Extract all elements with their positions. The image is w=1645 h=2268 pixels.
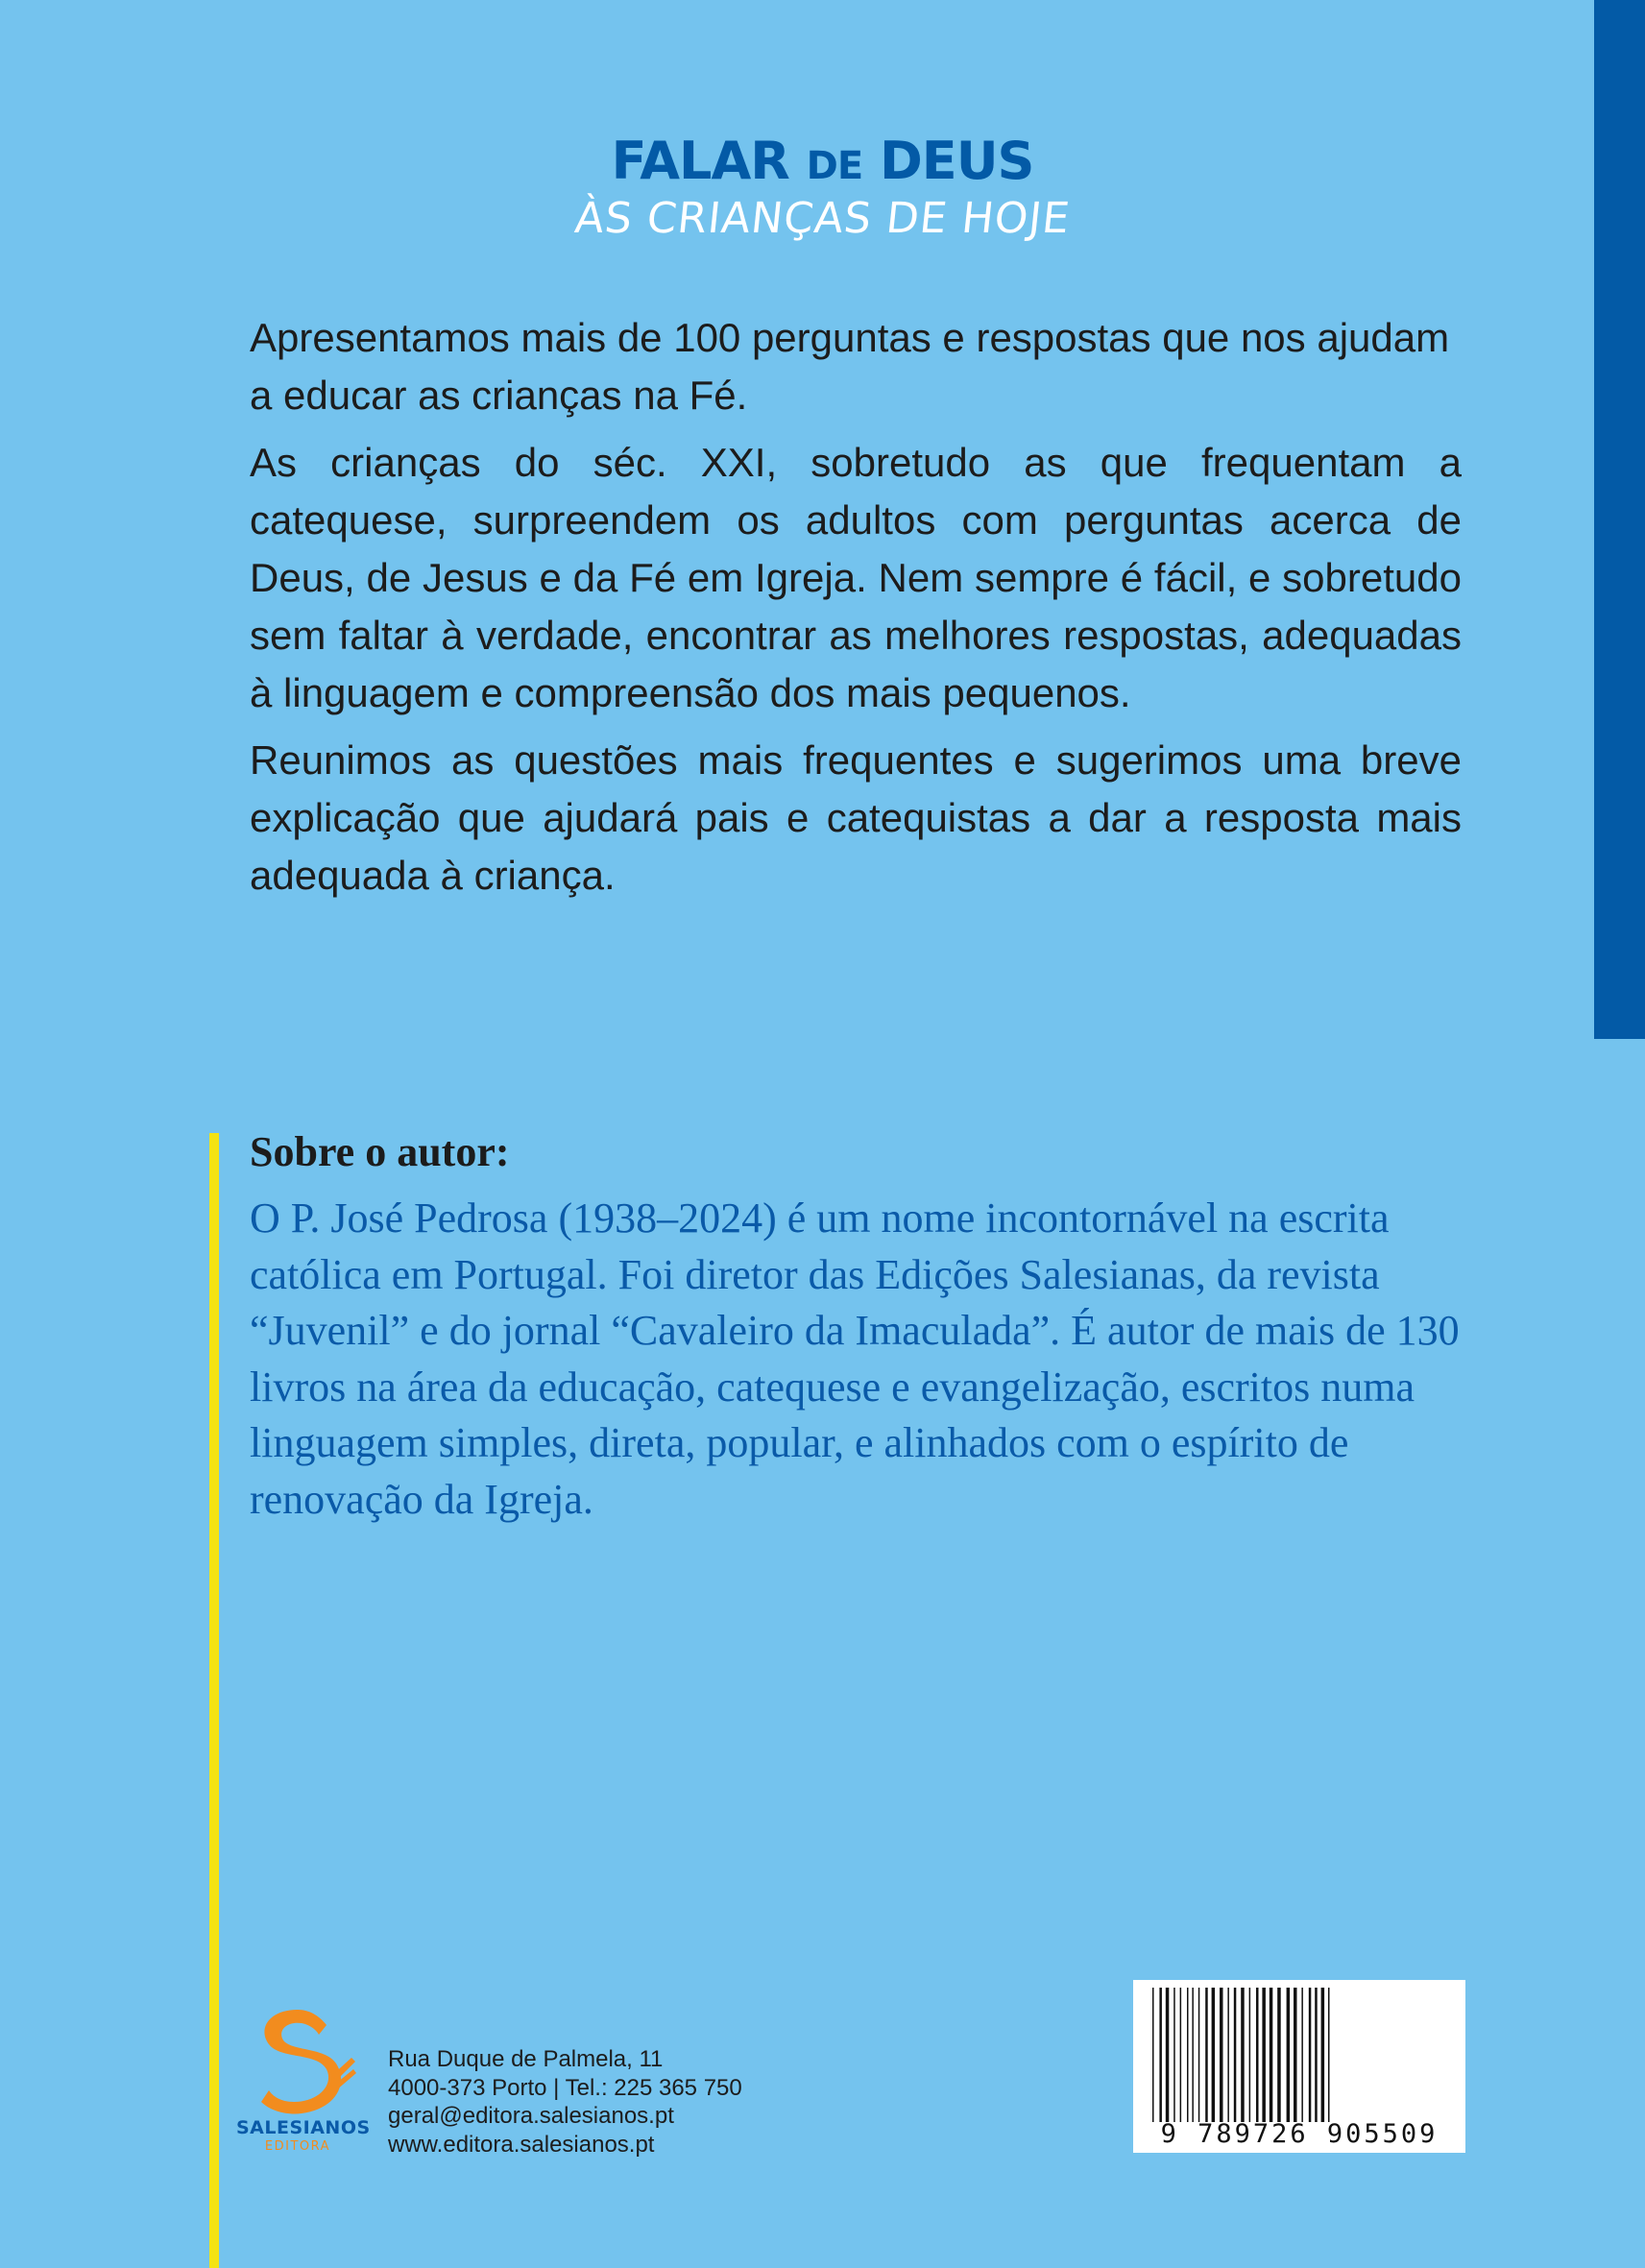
title-main: FALAR DE DEUS [611,131,1034,191]
barcode-bars-icon [1133,1980,1465,2124]
email-link[interactable]: geral@editora.salesianos.pt [388,2103,674,2129]
intro-paragraph: As crianças do séc. XXI, sobretudo as que frequentam a catequese, surpreendem os adultos com perguntas acerca de Deus, de Jesus e da Fé em Igreja. Nem sempre é fácil, e sobretudo sem faltar à verdade, encontrar as melhores respostas, adequadas à linguagem e compreensão dos mais pequenos. [250,440,1462,715]
intro-paragraph: Apresentamos mais de 100 perguntas e respostas que nos ajudam a educar as crianças na Fé. [250,315,1450,418]
logo-subtitle: EDITORA [264,2139,331,2154]
publisher-address [388,2045,742,2159]
intro-paragraph: Reunimos as questões mais frequentes e sugerimos uma breve explicação que ajudará pais e catequistas a dar a resposta mais adequada à criança. [250,737,1462,898]
author-bio: O P. José Pedrosa (1938–2024) é um nome incontornável na escrita católica em Portugal. Foi diretor das Edições Salesianas, da revista “Juvenil” e do jornal “Cavaleiro da Imaculada”. É autor de mais de 130 livros na área da educação, catequese e evangelização, escritos numa linguagem simples, direta, popular, e alinhados com o espírito de renovação da Igreja. [250,1194,1460,1523]
intro-text [250,309,1462,914]
isbn-barcode [1133,1980,1465,2153]
address-line: Rua Duque de Palmela, 11 [388,2046,664,2072]
website-link[interactable]: www.editora.salesianos.pt [388,2131,655,2158]
address-line: 4000-373 Porto | Tel.: 225 365 750 [388,2074,742,2101]
title-subtitle: ÀS CRIANÇAS DE HOJE [572,194,1073,243]
author-heading: Sobre o autor: [250,1128,510,1175]
book-title [0,133,1645,243]
yellow-accent-bar [209,1133,219,2268]
barcode-digits: 9 789726 905509 [1160,2119,1439,2149]
logo-name: SALESIANOS [236,2117,371,2138]
